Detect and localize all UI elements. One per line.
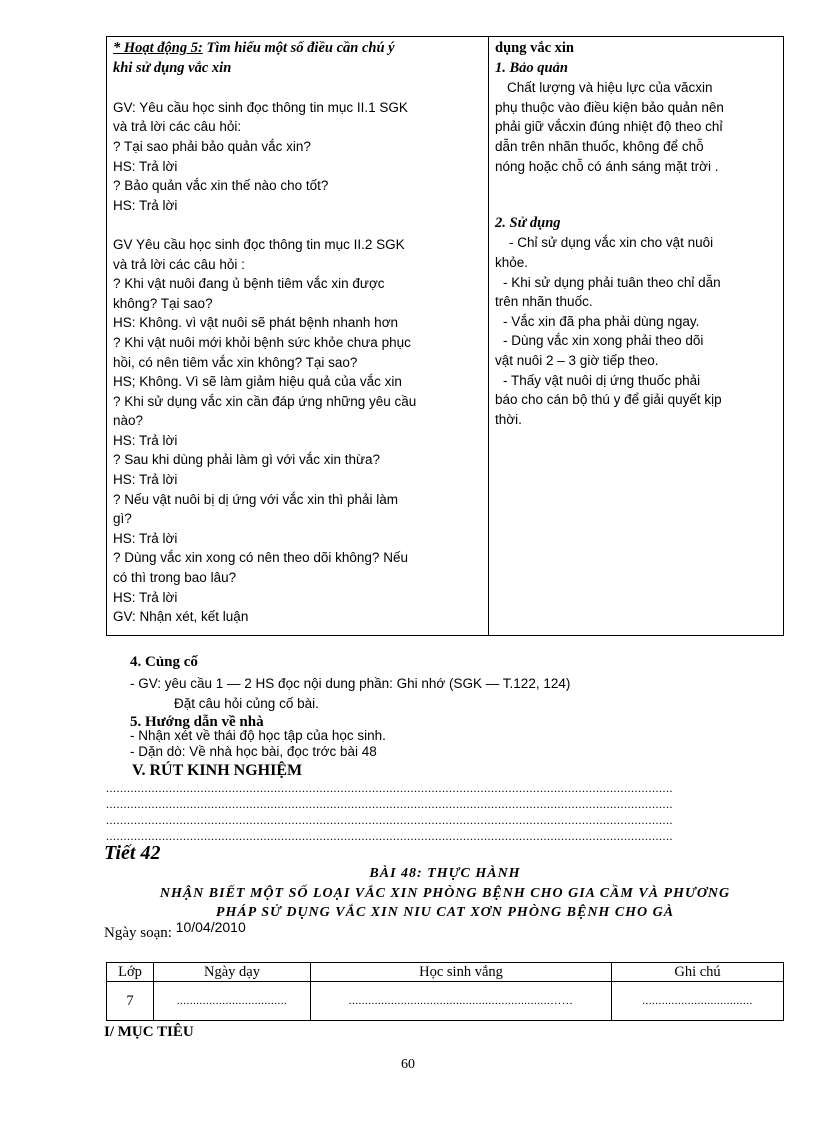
subheading-su-dung: 2. Sử dụng — [495, 214, 561, 231]
text-line: trên nhãn thuốc. — [495, 294, 593, 310]
text-line: HS: Trả lời — [113, 197, 178, 213]
text-line: - Vắc xin đã pha phải dùng ngay. — [503, 313, 700, 329]
dotted-line: .................................................................................................................................................................. — [106, 813, 673, 827]
page-number: 60 — [401, 1057, 415, 1072]
text-line: GV: Yêu cầu học sinh đọc thông tin mục II.1 SGK — [113, 99, 408, 115]
header-lop: Lớp — [107, 963, 154, 982]
muc-tieu-heading: I/ MỤC TIÊU — [104, 1024, 194, 1040]
ngay-soan-value: 10/04/2010 — [175, 919, 246, 935]
text-line: và trả lời các câu hỏi: — [113, 119, 242, 135]
cell-lop: 7 — [107, 982, 154, 1021]
text-line: nóng hoặc chỗ có ánh sáng mặt trời . — [495, 158, 719, 174]
text-line: gì? — [113, 511, 132, 527]
text-line: Chất lượng và hiệu lực của văcxin — [507, 80, 713, 96]
text-line: ? Dùng vắc xin xong có nên theo dõi không? Nếu — [113, 550, 408, 566]
ngay-soan-label: Ngày soạn: — [104, 925, 172, 941]
text-line: HS: Trả lời — [113, 432, 178, 448]
class-table — [106, 962, 784, 1021]
text-line: phụ thuộc vào điều kiện bảo quản nên — [495, 99, 724, 115]
huong-dan-line2: - Dặn dò: Về nhà học bài, đọc trớc bài 48 — [130, 744, 377, 759]
ngay-soan — [104, 919, 246, 942]
cung-co-title: 4. Củng cố — [130, 654, 198, 670]
text-line: HS: Trả lời — [113, 530, 178, 546]
text-line: HS: Trả lời — [113, 589, 178, 605]
text-line: - Dùng vắc xin xong phải theo dõi — [503, 333, 704, 349]
text-line: GV: Nhận xét, kết luận — [113, 609, 249, 625]
cung-co-line2: Đặt câu hỏi củng cố bài. — [174, 696, 319, 711]
cell-ngay-day: .................................. — [154, 982, 311, 1021]
activity-heading-line2: khi sử dụng vắc xin — [113, 59, 232, 76]
questions-block-1 — [113, 98, 482, 216]
text-line: báo cho cán bộ thú y để giải quyết kịp — [495, 392, 722, 408]
content-column — [489, 37, 783, 635]
text-line: HS: Không. vì vật nuôi sẽ phát bệnh nhanh hơn — [113, 315, 399, 331]
lesson-title-line1: NHẬN BIẾT MỘT SỐ LOẠI VẮC XIN PHÒNG BỆNH CHO GIA CẦM VÀ PHƯƠNG — [159, 886, 731, 901]
text-line: dẫn trên nhãn thuốc, không để chỗ — [495, 138, 704, 154]
lesson-bai: BÀI 48: THỰC HÀNH — [369, 866, 521, 881]
text-line: vật nuôi 2 – 3 giờ tiếp theo. — [495, 352, 659, 368]
text-line: ? Khi vật nuôi mới khỏi bệnh sức khỏe chưa phục — [113, 334, 411, 350]
text-line: - Chỉ sử dụng vắc xin cho vật nuôi — [509, 235, 714, 251]
text-line: ? Sau khi dùng phải làm gì với vắc xin thừa? — [113, 452, 381, 468]
dotted-line: .................................................................................................................................................................. — [106, 797, 673, 811]
content-heading: dụng vắc xin — [495, 40, 574, 56]
text-line: ? Bảo quản vắc xin thế nào cho tốt? — [113, 178, 329, 194]
bao-quan-paragraph — [495, 78, 775, 176]
text-line: có thì trong bao lâu? — [113, 570, 237, 586]
text-line: ? Khi vật nuôi đang ủ bệnh tiêm vắc xin được — [113, 276, 385, 292]
dotted-line: .................................................................................................................................................................. — [106, 781, 673, 795]
header-hoc-sinh-vang: Học sinh vắng — [311, 963, 612, 982]
su-dung-paragraph — [495, 233, 775, 429]
text-line: khỏe. — [495, 254, 529, 270]
huong-dan-title: 5. Hướng dẫn về nhà — [130, 714, 264, 730]
dotted-line: .................................................................................................................................................................. — [106, 829, 673, 843]
rut-kinh-nghiem-title: V. RÚT KINH NGHIỆM — [132, 762, 303, 779]
cell-ghi-chu: .................................. — [612, 982, 784, 1021]
header-ngay-day: Ngày dạy — [154, 963, 311, 982]
text-line: - Khi sử dụng phải tuân theo chỉ dẫn — [503, 274, 721, 290]
teacher-activity-column — [107, 37, 489, 635]
text-line: ? Tại sao phải bảo quản vắc xin? — [113, 138, 311, 154]
header-ghi-chu: Ghi chú — [612, 963, 784, 982]
text-line: HS; Không. Vì sẽ làm giảm hiệu quả của vắc xin — [113, 374, 402, 390]
cung-co-line1: - GV: yêu cầu 1 — 2 HS đọc nội dung phần: Ghi nhớ (SGK — T.122, 124) — [130, 676, 571, 691]
activity-heading: * Hoạt động 5: Tìm hiểu một số điều cần chú ý — [113, 40, 395, 56]
subheading-bao-quan: 1. Bảo quản — [495, 59, 568, 76]
text-line: và trả lời các câu hỏi : — [113, 256, 245, 272]
cell-hoc-sinh-vang: ..............................................................…… — [311, 982, 612, 1021]
text-line: ? Nếu vật nuôi bị dị ứng với vắc xin thì phải làm — [113, 491, 399, 507]
huong-dan-line1: - Nhận xét về thái độ học tập của học sinh. — [130, 728, 386, 743]
text-line: HS: Trả lời — [113, 158, 178, 174]
text-line: phải giữ vắcxin đúng nhiệt độ theo chỉ — [495, 119, 723, 135]
text-line: - Thấy vật nuôi dị ứng thuốc phải — [503, 372, 701, 388]
text-line: thời. — [495, 411, 522, 427]
table-row — [107, 982, 784, 1021]
text-line: nào? — [113, 413, 144, 429]
lesson-number: Tiết 42 — [104, 842, 161, 864]
text-line: hồi, có nên tiêm vắc xin không? Tại sao? — [113, 354, 358, 370]
activity-table — [106, 36, 784, 636]
questions-block-2 — [113, 235, 482, 627]
text-line: không? Tại sao? — [113, 295, 213, 311]
text-line: HS: Trả lời — [113, 472, 178, 488]
text-line: GV Yêu cầu học sinh đọc thông tin mục II.2 SGK — [113, 236, 405, 252]
text-line: ? Khi sử dụng vắc xin cần đáp ứng những yêu cầu — [113, 393, 417, 409]
lesson-title-line2: PHÁP SỬ DỤNG VẮC XIN NIU CAT XƠN PHÒNG BỆNH CHO GÀ — [215, 905, 675, 920]
